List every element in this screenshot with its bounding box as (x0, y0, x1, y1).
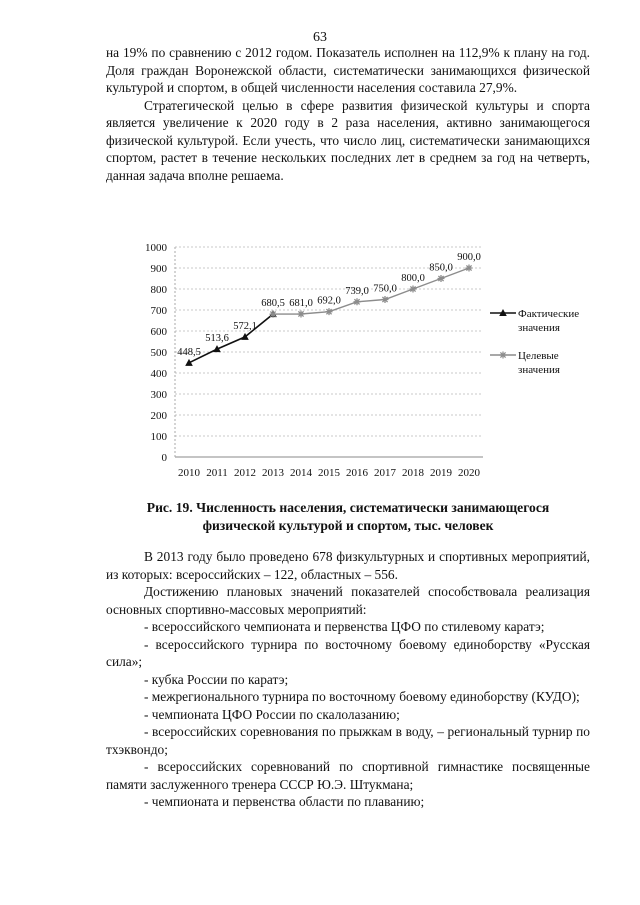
paragraph: - всероссийских соревнования по прыжкам в воду, – региональный турнир по тхэквондо; (106, 724, 590, 757)
data-label: 900,0 (457, 252, 481, 263)
y-tick-label: 600 (150, 326, 167, 338)
data-label: 448,5 (177, 346, 201, 358)
data-label: 681,0 (289, 297, 313, 309)
x-tick-label: 2016 (346, 467, 368, 479)
paragraph: - всероссийского турнира по восточному боевому единоборству «Русская сила»; (106, 636, 590, 669)
paragraph: Стратегической целью в сфере развития физической культуры и спорта является увеличение к 2020 году в 2 раза населения, активно занимающегося физической культурой. Если учесть, что число лиц, систематически занимающихся спортом, растет в течение нескольких последних лет в среднем за год на четверть, данная задача вполне решаема. (106, 97, 590, 183)
data-label: 513,6 (205, 333, 229, 345)
data-label: 739,0 (345, 285, 369, 297)
x-tick-label: 2011 (206, 467, 228, 479)
data-point-target (270, 311, 277, 318)
x-tick-label: 2014 (290, 467, 312, 479)
page-number: 63 (313, 30, 327, 45)
data-point-target (354, 298, 361, 305)
y-tick-label: 500 (150, 347, 167, 359)
y-tick-label: 200 (150, 410, 167, 422)
x-tick-label: 2013 (262, 467, 284, 479)
paragraph: на 19% по сравнению с 2012 годом. Показатель исполнен на 112,9% к плану на год. Доля граждан Воронежской области, систематически занимающихся физической культурой и спортом, в общей численности населения составила 27,9%. (106, 45, 590, 95)
caption-line: Рис. 19. Численность населения, систематически занимающегося (146, 500, 550, 515)
y-tick-label: 1000 (145, 242, 167, 254)
y-tick-label: 0 (161, 452, 167, 464)
figure-caption (106, 499, 590, 535)
paragraph: - всероссийских соревнований по спортивной гимнастике посвященные памяти заслуженного тренера СССР Ю.Э. Штукмана; (106, 759, 590, 792)
x-tick-label: 2012 (234, 467, 256, 479)
series-line-actual (189, 314, 273, 363)
x-tick-label: 2010 (178, 467, 200, 479)
data-label: 800,0 (401, 273, 425, 284)
paragraph: В 2013 году было проведено 678 физкультурных и спортивных мероприятий, из которых: всероссийских – 122, областных – 556. (106, 549, 590, 582)
data-point-target (298, 310, 305, 317)
paragraph: - межрегионального турнира по восточному боевому единоборству (КУДО); (144, 689, 580, 704)
data-point-target (438, 275, 445, 282)
y-tick-label: 800 (150, 284, 167, 296)
data-label: 680,5 (261, 298, 285, 310)
paragraph: - чемпионата ЦФО России по скалолазанию; (144, 706, 400, 722)
x-tick-label: 2017 (374, 467, 396, 479)
paragraph: - кубка России по каратэ; (144, 671, 289, 687)
y-tick-label: 700 (150, 305, 167, 317)
legend-label: значения (518, 322, 560, 334)
paragraph: - чемпионата и первенства области по плаванию; (144, 794, 425, 809)
data-label: 572,1 (233, 320, 257, 332)
legend-label: Фактические (518, 308, 580, 320)
y-tick-label: 300 (150, 389, 167, 401)
x-tick-label: 2020 (458, 467, 480, 479)
data-point-target (326, 308, 333, 315)
legend-label: Целевые (518, 350, 559, 362)
x-tick-label: 2019 (430, 467, 452, 479)
paragraph: - всероссийского чемпионата и первенства ЦФО по стилевому каратэ; (144, 619, 545, 634)
legend-marker (500, 352, 507, 359)
data-label: 750,0 (373, 283, 397, 295)
legend-label: значения (518, 364, 560, 376)
x-tick-label: 2018 (402, 467, 424, 479)
paragraph: Достижению плановых значений показателей способствовала реализация основных спортивно-массовых мероприятий: (106, 584, 590, 617)
data-point-target (466, 265, 473, 272)
data-label: 692,0 (317, 295, 341, 307)
y-tick-label: 400 (150, 368, 167, 380)
data-point-target (410, 286, 417, 293)
bottom-text-block (106, 548, 590, 811)
data-point-target (382, 296, 389, 303)
y-tick-label: 900 (150, 263, 167, 275)
data-label: 850,0 (429, 262, 453, 274)
y-tick-label: 100 (150, 431, 167, 443)
x-tick-label: 2015 (318, 467, 340, 479)
caption-line: физической культурой и спортом, тыс. человек (202, 518, 494, 533)
